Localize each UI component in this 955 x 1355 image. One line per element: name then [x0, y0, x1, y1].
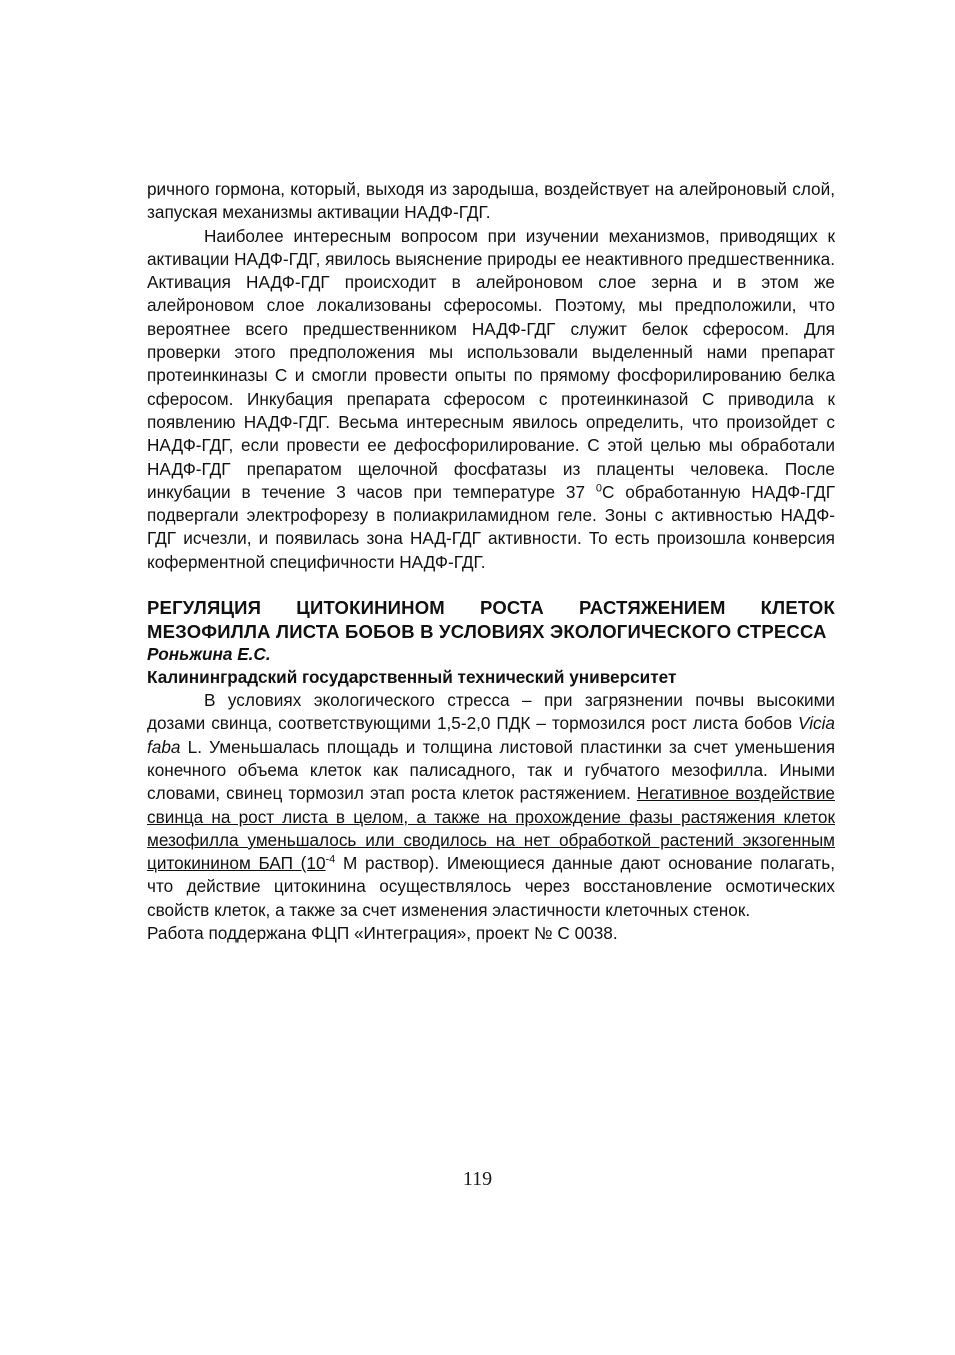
article-author: Роньжина Е.С.	[147, 644, 271, 665]
funding-note: Работа поддержана ФЦП «Интеграция», проект № С 0038.	[147, 923, 618, 944]
article-affiliation: Калининградский государственный технический университет	[147, 667, 677, 688]
page-number: 119	[462, 1168, 493, 1190]
section-spacer	[147, 574, 835, 596]
paragraph-nadph-gdh-text: Наиболее интересным вопросом при изучении механизмов, приводящих к активации НАДФ-ГДГ, явилось выяснение природы ее неактивного предшественника. Активация НАДФ-ГДГ происходит в алейроновом слое зерна и в этом же алейроновом слое локализованы сферосомы. Поэтому, мы предположили, что вероятнее всего предшественником НАДФ-ГДГ служит белок сферосом. Для проверки этого предположения мы использовали выделенный нами препарат протеинкиназы С и смогли провести опыты по прямому фосфорилированию белка сферосом. Инкубация препарата сферосом с протеинкиназой С приводила к появлению НАДФ-ГДГ. Весьма интересным явилось определить, что произойдет с НАДФ-ГДГ, если провести ее дефосфорилирование. С этой целью мы обработали НАДФ-ГДГ препаратом щелочной фосфатазы из плаценты человека. После инкубации в течение 3 часов при температуре 37	[147, 225, 835, 502]
article-body	[147, 689, 835, 922]
exponent-superscript: -4	[325, 853, 336, 866]
article-body-part1: В условиях экологического стресса – при загрязнении почвы высокими дозами свинца, соответствующими 1,5-2,0 ПДК – тормозился рост листа бобов	[147, 690, 835, 734]
degree-superscript: 0	[595, 482, 603, 495]
article-body-part3: М раствор). Имеющиеся данные дают основание полагать, что действие цитокинина осуществлялось через восстановление осмотических свойств клеток, а также за счет изменения эластичности клеточных стенок.	[147, 853, 835, 920]
continued-paragraph: ричного гормона, который, выходя из зародыша, воздействует на алейроновый слой, запуская механизмы активации НАДФ-ГДГ.	[147, 179, 835, 223]
species-name: Vicia faba	[147, 713, 835, 757]
document-page	[147, 178, 835, 945]
article-title: РЕГУЛЯЦИЯ ЦИТОКИНИНОМ РОСТА РАСТЯЖЕНИЕМ КЛЕТОК МЕЗОФИЛЛА ЛИСТА БОБОВ В УСЛОВИЯХ ЭКОЛОГИЧЕСКОГО СТРЕССА	[147, 597, 835, 642]
paragraph-nadph-gdh	[147, 225, 835, 574]
paragraph-nadph-gdh-end: С обработанную НАДФ-ГДГ подвергали электрофорезу в полиакриламидном геле. Зоны с активностью НАДФ-ГДГ исчезли, и появилась зона НАД-ГДГ активности. То есть произошла конверсия коферментной специфичности НАДФ-ГДГ.	[147, 481, 836, 572]
article-body-part2: L. Уменьшалась площадь и толщина листовой пластинки за счет уменьшения конечного объема клеток как палисадного, так и губчатого мезофилла. Иными словами, свинец тормозил этап роста клеток растяжением.	[147, 736, 835, 804]
underlined-passage: Негативное воздействие свинца на рост листа в целом, а также на прохождение фазы растяжения клеток мезофилла уменьшалось или сводилось на нет обработкой растений экзогенным цитокинином БАП (10	[147, 783, 835, 874]
